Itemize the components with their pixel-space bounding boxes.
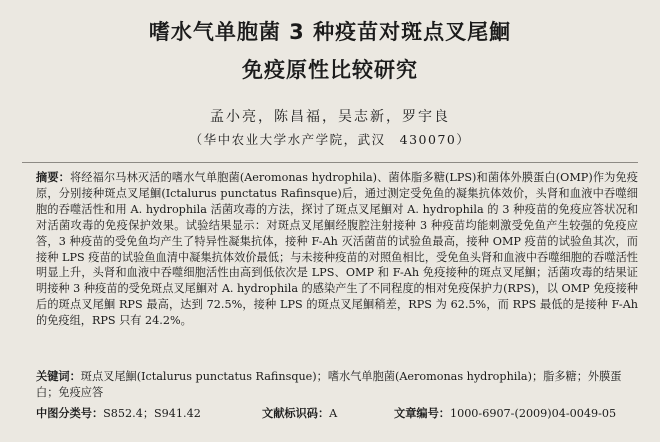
affiliation: （华中农业大学水产学院，武汉 430070） xyxy=(189,132,471,147)
clc-value: S852.4；S941.42 xyxy=(103,407,201,420)
keywords-label: 关键词： xyxy=(36,370,81,383)
divider xyxy=(22,162,638,163)
clc-number xyxy=(36,405,201,421)
clc-label: 中图分类号： xyxy=(36,407,104,420)
title-line-2: 免疫原性比较研究 xyxy=(242,58,418,82)
keywords-text: 斑点叉尾鮰(Ictalurus punctatus Rafinsque)；嗜水气单胞菌(Aeromonas hydrophila)；脂多糖；外膜蛋白；免疫应答 xyxy=(36,370,622,399)
abstract xyxy=(36,170,638,329)
article-no-label: 文章编号： xyxy=(394,407,450,420)
classification-row xyxy=(36,405,638,421)
title-line-1: 嗜水气单胞菌 3 种疫苗对斑点叉尾鮰 xyxy=(148,20,512,44)
abstract-label: 摘要： xyxy=(36,171,70,184)
doc-code-label: 文献标识码： xyxy=(262,407,330,420)
doc-code-value: A xyxy=(329,407,338,420)
authors: 孟小亮，陈昌福，吴志新，罗宇良 xyxy=(210,109,450,125)
abstract-text: 将经福尔马林灭活的嗜水气单胞菌(Aeromonas hydrophila)、菌体脂多糖(LPS)和菌体外膜蛋白(OMP)作为免疫原，分别接种斑点叉尾鮰(Ictalurus punctatus Rafinsque)后，通过测定受免鱼的凝集抗体效价，头肾和血液中吞噬细胞的吞噬活性和用 A. hydrophila 活菌攻毒的方法，探讨了斑点叉尾鮰对 A. hydrophila 的 3 种疫苗的免疫应答状况和对活菌攻毒的免疫保护效果。试验结果显示：对斑点叉尾鮰经腹腔注射接种 3 种疫苗均能刺激受免鱼产生较强的免疫应答，3 种疫苗的受免鱼均产生了特异性凝集抗体，接种 F-Ah 灭活菌苗的试验鱼最高，接种 OMP 疫苗的试验鱼其次，而接种 LPS 疫苗的试验鱼血清中凝集抗体效价最低；与未接种疫苗的对照鱼相比，受免鱼头肾和血液中吞噬细胞的吞噬活性明显上升，头肾和血液中吞噬细胞活性由高到低依次是 LPS、OMP 和 F-Ah 免疫接种的斑点叉尾鮰；活菌攻毒的结果证明接种 3 种疫苗的受免斑点叉尾鮰对 A. hydrophila 的感染产生了不同程度的相对免疫保护力(RPS)，以 OMP 免疫接种后的斑点叉尾鮰 RPS 最高，达到 72.5%，接种 LPS 的斑点叉尾鮰稍差，RPS 为 62.5%，而 RPS 最低的是接种 F-Ah 的免疫组，RPS 只有 24.2%。 xyxy=(36,171,638,328)
keywords xyxy=(36,369,638,401)
article-number xyxy=(394,405,616,421)
article-no-value: 1000-6907-(2009)04-0049-05 xyxy=(449,407,617,420)
document-code xyxy=(262,405,337,421)
